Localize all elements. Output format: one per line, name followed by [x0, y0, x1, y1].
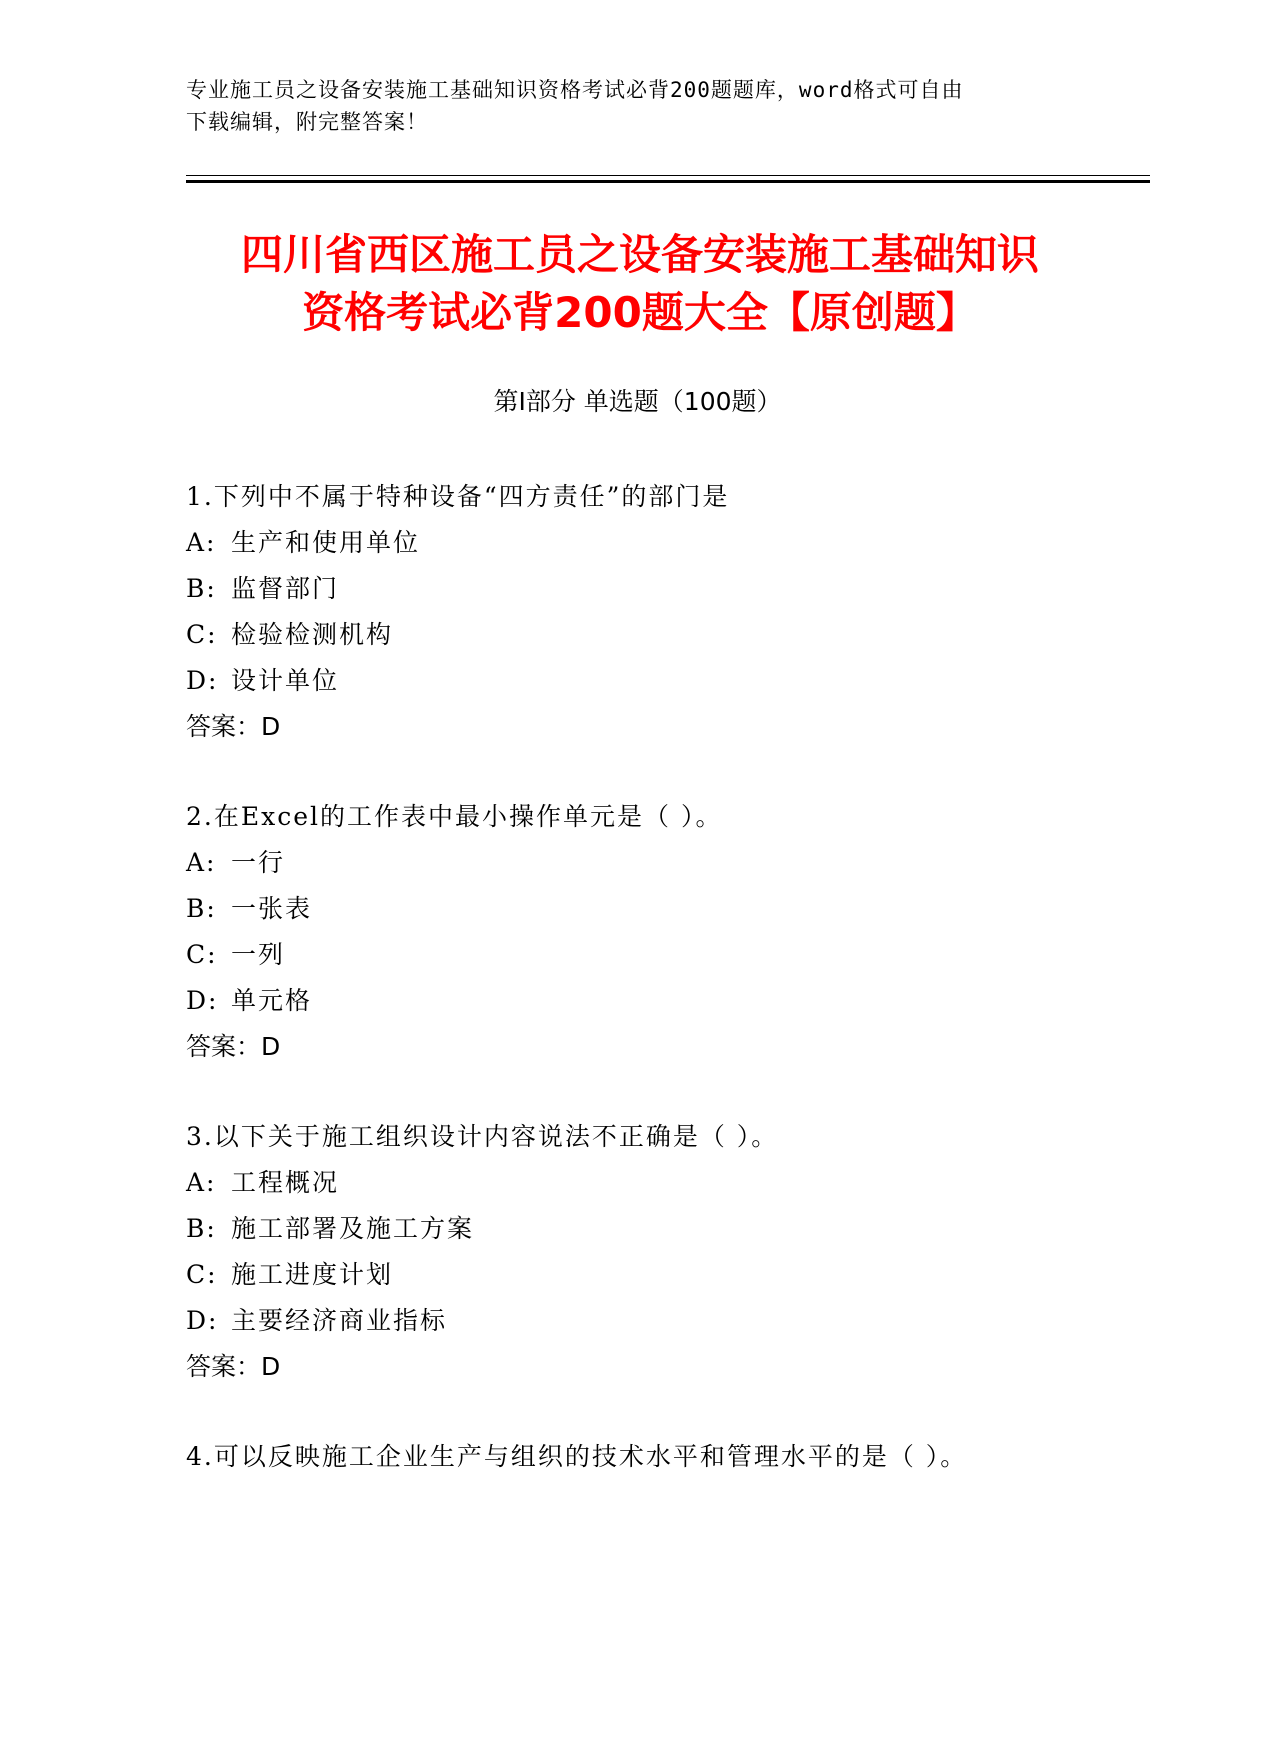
option-letter: D:: [186, 666, 219, 695]
question-item: [186, 1114, 1146, 1434]
answer-line: 答案：D: [186, 712, 281, 741]
option-b: [186, 886, 1146, 932]
option-b: [186, 1206, 1146, 1252]
option-letter: B:: [186, 894, 217, 923]
header-divider-thick: [186, 180, 1150, 183]
option-letter: C:: [186, 940, 218, 969]
option-letter: B:: [186, 574, 217, 603]
question-stem: 3.以下关于施工组织设计内容说法不正确是（ ）。: [186, 1122, 779, 1151]
option-text: 主要经济商业指标: [231, 1306, 448, 1335]
option-letter: A:: [186, 528, 217, 557]
option-d: [186, 1298, 1146, 1344]
option-d: [186, 978, 1146, 1024]
option-d: [186, 658, 1146, 704]
document-header-note: [186, 74, 1066, 138]
option-text: 单元格: [231, 986, 313, 1015]
question-stem: 2.在Excel的工作表中最小操作单元是（ ）。: [186, 802, 723, 831]
question-item: [186, 474, 1146, 794]
option-letter: C:: [186, 620, 218, 649]
question-item: [186, 1434, 1146, 1754]
document-title: [160, 226, 1120, 342]
title-line-1: 四川省西区施工员之设备安装施工基础知识: [240, 230, 1039, 279]
title-line-2: 资格考试必背200题大全【原创题】: [302, 288, 978, 337]
option-text: 施工进度计划: [231, 1260, 394, 1289]
option-text: 一行: [231, 848, 286, 877]
option-text: 监督部门: [231, 574, 340, 603]
option-c: [186, 612, 1146, 658]
option-text: 施工部署及施工方案: [231, 1214, 475, 1243]
answer-line: 答案：D: [186, 1352, 281, 1381]
header-divider-thin: [186, 175, 1150, 176]
option-letter: A:: [186, 848, 217, 877]
option-text: 设计单位: [231, 666, 340, 695]
option-text: 工程概况: [231, 1168, 340, 1197]
option-letter: B:: [186, 1214, 217, 1243]
header-note-line-2: 下载编辑，附完整答案！: [186, 110, 428, 134]
option-a: [186, 1160, 1146, 1206]
option-b: [186, 566, 1146, 612]
option-a: [186, 840, 1146, 886]
question-stem: 1.下列中不属于特种设备“四方责任”的部门是: [186, 482, 730, 511]
section-heading: 第Ⅰ部分 单选题（100题）: [493, 387, 782, 416]
question-list: [186, 474, 1146, 1754]
option-letter: A:: [186, 1168, 217, 1197]
option-text: 一张表: [231, 894, 313, 923]
option-text: 一列: [231, 940, 286, 969]
option-letter: D:: [186, 986, 219, 1015]
option-c: [186, 932, 1146, 978]
option-text: 检验检测机构: [231, 620, 394, 649]
option-text: 生产和使用单位: [231, 528, 421, 557]
option-c: [186, 1252, 1146, 1298]
header-note-line-1: 专业施工员之设备安装施工基础知识资格考试必背200题题库，word格式可自由: [186, 78, 964, 102]
option-letter: D:: [186, 1306, 219, 1335]
option-a: [186, 520, 1146, 566]
question-item: [186, 794, 1146, 1114]
answer-line: 答案：D: [186, 1032, 281, 1061]
option-letter: C:: [186, 1260, 218, 1289]
question-stem: 4.可以反映施工企业生产与组织的技术水平和管理水平的是（ ）。: [186, 1442, 968, 1471]
